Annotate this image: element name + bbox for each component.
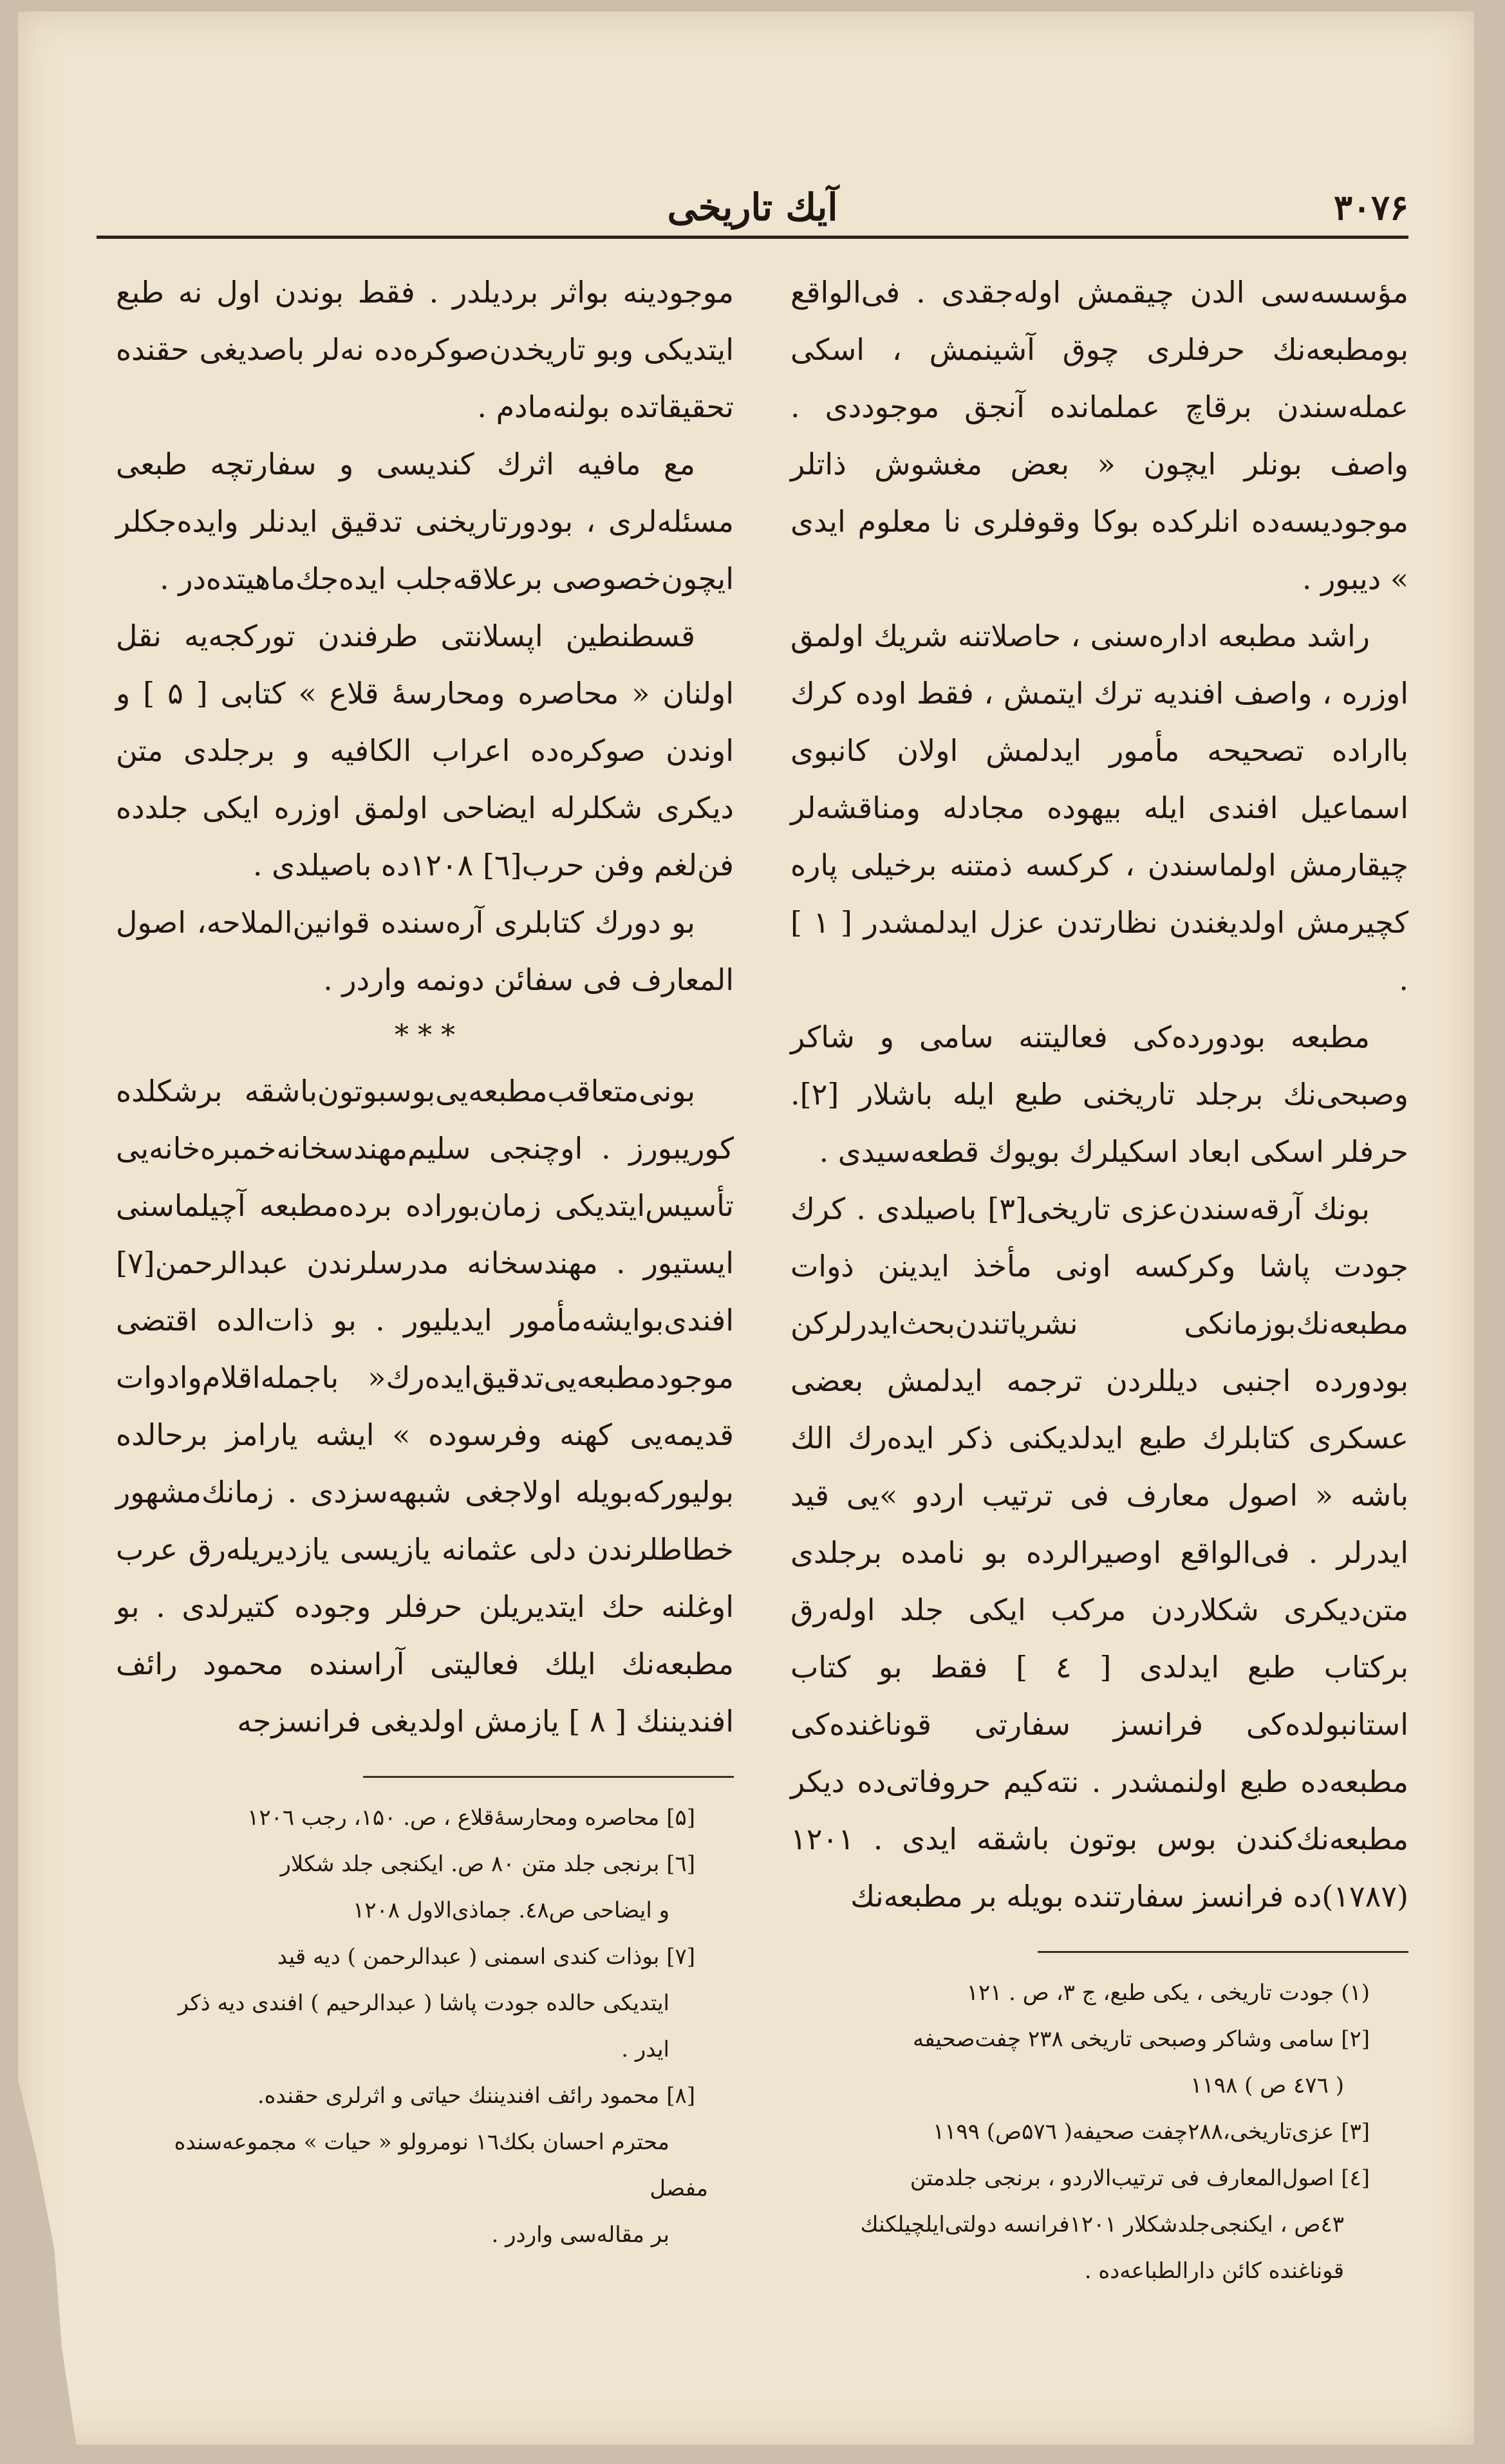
footnote: [۸] محمود رائف افنديننك حياتى و اثرلرى حقنده.: [257, 2083, 695, 2109]
paragraph: مؤسسه‌سى الدن چيقمش اوله‌جقدى . فى‌الواقع بومطبعه‌نك حرفلرى چوق آشينمش ، اسكى عمله‌سندن برقاچ عملمانده آنجق موجوددى . واصف بونلر ايچون « بعض مغشوش ذاتلر موجوديسه‌ده انلركده بوكا وقوفلرى نا معلوم ايدى » ديبور .: [790, 275, 1408, 596]
footnote: بر مقاله‌سى واردر .: [491, 2222, 669, 2248]
paragraph: بونى‌متعاقب‌مطبعه‌يى‌بوسبوتون‌باشقه برشكلده كوريبورز . اوچنجى سليم‌مهندسخانه‌خمبره‌خانه‌يى تأسيس‌ايتديكى زمان‌بوراده برده‌مطبعه آچيلماسنى ايستيور . مهندسخانه مدرسلرندن عبدالرحمن[۷] افندى‌بوايشه‌مأمور ايديليور . بو ذات‌الده اقتضى موجودمطبعه‌يى‌تدقيق‌ايده‌رك« باجمله‌اقلام‌وادوات قديمه‌يى كهنه وفرسوده » ايشه يارامز برحالده بوليوركه‌بويله اولاجغى شبهه‌سزدى . زمانك‌مشهور خطاطلرندن دلى عثمانه يازيسى يازديريله‌رق عرب اوغلنه حك ايتديريلن حرفلر وجوده كتيرلدى . بو مطبعه‌نك ايلك فعاليتى آراسنده محمود رائف افنديننك [ ۸ ] يازمش اولديغى فرانسزجه: [116, 1074, 734, 1739]
footnotes: [116, 1795, 734, 2258]
footnote: (۱) جودت تاريخى ، يكى طبع، ج ۳، ص . ۱۲۱: [966, 1980, 1370, 2006]
page-number: ۳۰۷۶: [1333, 187, 1408, 228]
footnote: محترم احسان بكك۱٦ نومرولو « حيات » مجموعه‌سنده مفصل: [174, 2129, 708, 2201]
paragraph: راشد مطبعه اداره‌سنى ، حاصلاتنه شريك اولمق اوزره ، واصف افنديه ترك ايتمش ، فقط اوده كرك بااراده تصحيحه مأمور ايدلمش اولان كانبوى اسماعيل افندى ايله بيهوده مجادله ومناقشه‌لر چيقارمش اولماسندن ، كركسه ذمتنه برخيلى پاره كچيرمش اولديغندن نظارتدن عزل ايدلمشدر [ ۱ ] .: [790, 619, 1408, 997]
footnote: [۲] سامى وشاكر وصبحى تاريخى ۲۳۸ چفت‌صحيفه: [913, 2026, 1370, 2052]
paragraph: قسطنطين اپسلانتى طرفندن توركجه‌يه نقل اولنان « محاصره ومحارسهٔ قلاع » كتابى [ ۵ ] و اوندن صوكره‌ده اعراب الكافيه و برجلدى متن ديكرى شكلرله ايضاحى اولمق اوزره ايكى جلدده فن‌لغم وفن حرب[٦] ۱۲۰۸ده باصيلدى .: [116, 619, 734, 882]
footnote: ايتديكى حالده جودت پاشا ( عبدالرحيم ) افندى ديه ذكر: [178, 1990, 669, 2016]
paragraph: مع مافيه اثرك كنديسى و سفارتچه طبعى مسئله‌لرى ، بودورتاريخنى تدقيق ايدنلر وايده‌جكلر ايچون‌خصوصى برعلاقه‌جلب ايده‌جك‌ماهيتده‌در .: [116, 447, 734, 596]
paragraph: موجودينه بواثر برديلدر . فقط بوندن اول نه طبع ايتديكى وبو تاريخدن‌صوكره‌ده نه‌لر باصديغى حقنده تحقيقاتده بولنه‌مادم .: [116, 275, 734, 424]
footnote: [٦] برنجى جلد متن ۸۰ ص. ايكنجى جلد شكلار: [280, 1851, 695, 1877]
paragraph: مطبعه بودورده‌كى فعاليتنه سامى و شاكر وصبحى‌نك برجلد تاريخنى طبع ايله باشلار [۲]. حرفلر اسكى ابعاد اسكيلرك بويوك قطعه‌سيدى .: [790, 1020, 1408, 1169]
footnote-rule: [363, 1776, 734, 1778]
paragraph: بو دورك كتابلرى آره‌سنده قوانين‌الملاحه، اصول المعارف فى سفائن دونمه واردر .: [116, 905, 734, 997]
running-title: آيك تاريخى: [667, 185, 838, 229]
paragraph: بونك آرقه‌سندن‌عزى تاريخى[۳] باصيلدى . كرك جودت پاشا وكركسه اونى مأخذ ايدينن ذوات مطبعه‌نك‌بوزمانكى نشرياتندن‌بحث‌ايدرلركن بودورده اجنبى ديللردن ترجمه ايدلمش بعضى عسكرى كتابلرك طبع ايدلديكنى ذكر ايدەرك الك باشه « اصول معارف فى ترتيب اردو »يى قيد ايدرلر . فى‌الواقع اوصيرالرده بو نامده برجلدى متن‌ديكرى شكلاردن مركب ايكى جلد اولەرق بركتاب طبع ايدلدى [ ٤ ] فقط بو كتاب استانبولده‌كى فرانسز سفارتى قوناغنده‌كى مطبعه‌ده طبع اولنمشدر . نته‌كيم حروفاتى‌ده ديكر مطبعه‌نك‌كندن بوس بوتون باشقه ايدى . ۱۲۰۱ (۱۷۸۷)ده فرانسز سفارتنده بويله بر مطبعه‌نك: [790, 1191, 1408, 1914]
left-column: [116, 264, 734, 2258]
footnote: قوناغنده كائن دارالطباعه‌ده .: [1084, 2258, 1344, 2284]
page-header: [97, 174, 1408, 232]
footnote-rule: [1038, 1951, 1408, 1953]
footnote: ٤٣ص ، ايكنجى‌جلدشكلار ۱۲۰۱فرانسه دولتى‌ايلچيلكنك: [860, 2212, 1344, 2237]
footnote: [۷] بوذات كندى اسمنى ( عبدالرحمن ) ديه قيد: [277, 1944, 695, 1970]
header-rule: [97, 236, 1408, 239]
footnote: ايدر .: [621, 2037, 669, 2062]
footnotes: [790, 1970, 1408, 2294]
right-column: [790, 264, 1408, 2294]
footnote: ( ٤٧٦ ص ) ۱۱۹۸: [1190, 2073, 1344, 2098]
footnote: [۵] محاصره ومحارسهٔ‌قلاع ، ص. ۱۵۰، رجب ۱۲۰٦: [247, 1805, 695, 1831]
footnote: [۳] عزى‌تاريخى،۲۸۸چفت صحيفه( ۵۷٦ص) ۱۱۹۹: [932, 2119, 1370, 2145]
footnote: [٤] اصول‌المعارف فى ترتيب‌الاردو ، برنجى جلدمتن: [910, 2165, 1370, 2191]
footnote: و ايضاحى ص٤٨. جماذى‌الاول ۱۲۰۸: [353, 1898, 669, 1923]
section-break-stars: * * *: [395, 1019, 455, 1052]
